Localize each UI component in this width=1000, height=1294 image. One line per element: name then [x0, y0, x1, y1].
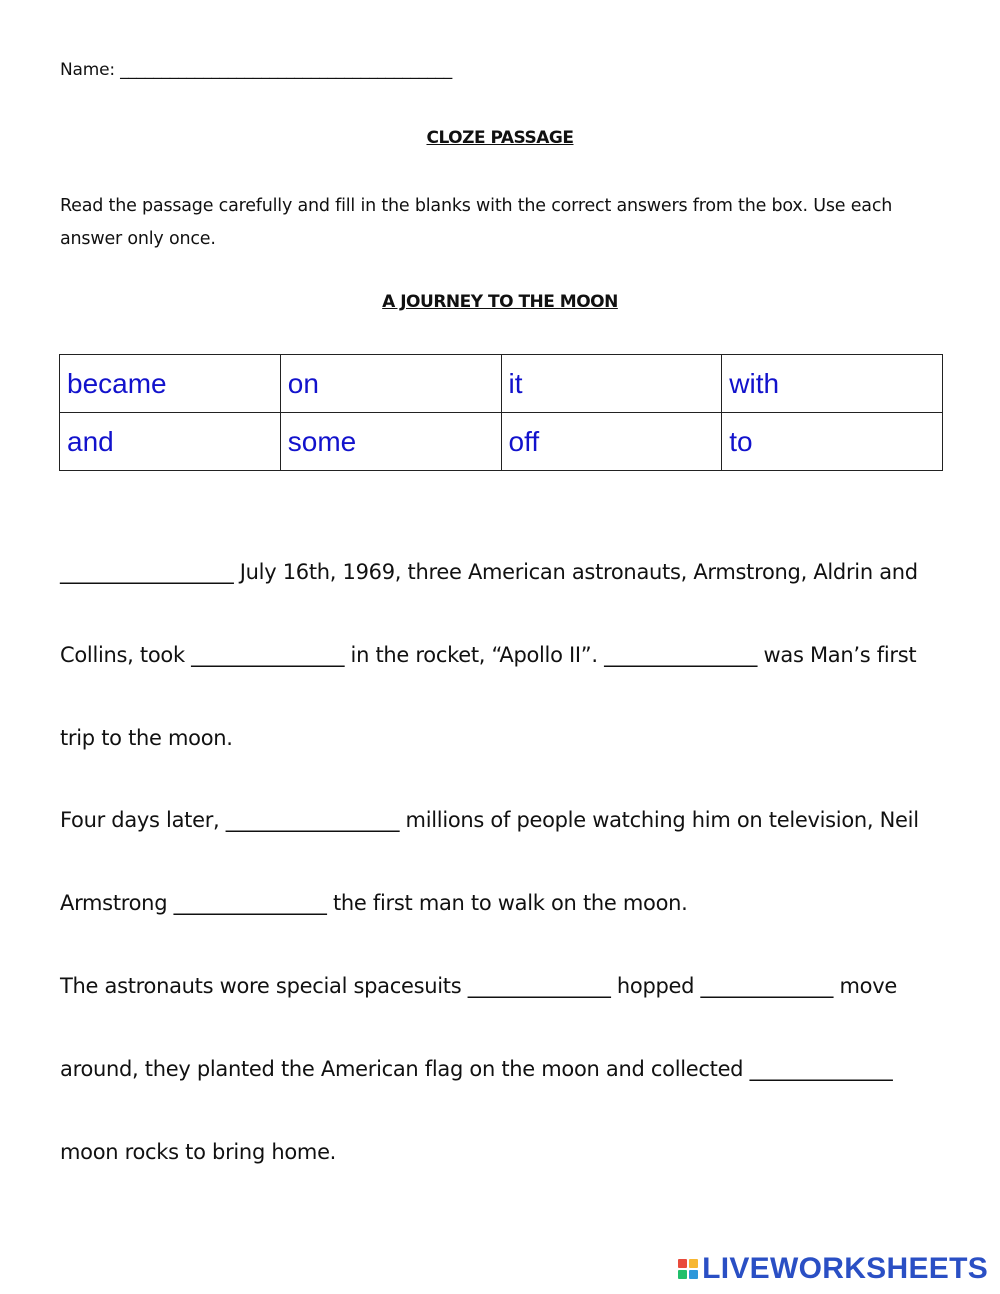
liveworksheets-logo [678, 1252, 988, 1286]
passage-line-4: Four days later, _________________ millions of people watching him on television, Neil [60, 808, 919, 832]
name-field-label: Name: ________________________________________ [60, 60, 453, 80]
word-bank-table [59, 354, 943, 471]
word-bank-cell: some [280, 413, 501, 471]
word-bank-cell: with [722, 355, 943, 413]
word-bank-cell: it [501, 355, 722, 413]
page-title: CLOZE PASSAGE [426, 128, 574, 148]
word-bank-cell: on [280, 355, 501, 413]
logo-square [678, 1259, 687, 1268]
logo-grid-icon [678, 1259, 698, 1279]
logo-square [689, 1259, 698, 1268]
passage-line-1: _________________ July 16th, 1969, three American astronauts, Armstrong, Aldrin and [60, 560, 918, 584]
passage-line-3: trip to the moon. [60, 726, 233, 750]
passage-line-5: Armstrong _______________ the first man to walk on the moon. [60, 891, 688, 915]
word-bank-row [60, 413, 943, 471]
word-bank-row [60, 355, 943, 413]
passage-line-7: around, they planted the American flag on the moon and collected ______________ [60, 1057, 893, 1081]
word-bank-cell: off [501, 413, 722, 471]
passage-line-2: Collins, took _______________ in the rocket, “Apollo II”. _______________ was Man’s first [60, 643, 917, 667]
instructions: Read the passage carefully and fill in the blanks with the correct answers from the box. Use each answer only once. [60, 196, 893, 249]
word-bank-cell: to [722, 413, 943, 471]
passage-line-6: The astronauts wore special spacesuits ______________ hopped _____________ move [60, 974, 897, 998]
logo-text: LIVEWORKSHEETS [702, 1252, 988, 1285]
passage-line-8: moon rocks to bring home. [60, 1140, 337, 1164]
word-bank-cell: became [60, 355, 281, 413]
logo-square [678, 1270, 687, 1279]
passage-title: A JOURNEY TO THE MOON [382, 292, 618, 312]
word-bank-cell: and [60, 413, 281, 471]
logo-square [689, 1270, 698, 1279]
